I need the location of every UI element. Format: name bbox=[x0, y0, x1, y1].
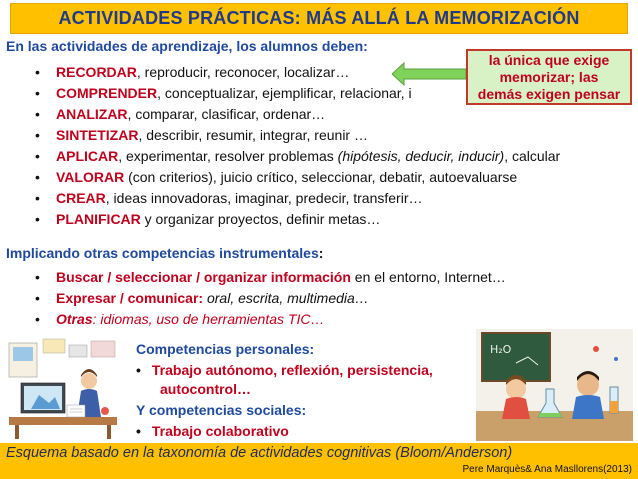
footer-credit: Pere Marquès& Ana Masllorens(2013) bbox=[462, 464, 632, 475]
personal-item-1-cont: autocontrol… bbox=[160, 381, 251, 397]
list-item: • SINTETIZAR, describir, resumir, integrar, reunir … bbox=[35, 127, 368, 143]
footer-bar bbox=[0, 443, 638, 479]
student-desk-illustration bbox=[3, 337, 123, 440]
list-item: • PLANIFICAR y organizar proyectos, definir metas… bbox=[35, 211, 381, 227]
list-item: • Buscar / seleccionar / organizar información en el entorno, Internet… bbox=[35, 269, 506, 285]
list-item: • VALORAR (con criterios), juicio crítico, seleccionar, debatir, autoevaluarse bbox=[35, 169, 518, 185]
list-item: • APLICAR, experimentar, resolver problemas (hipótesis, deducir, inducir), calcular bbox=[35, 148, 561, 164]
list-item: • Otras: idiomas, uso de herramientas TIC… bbox=[35, 311, 325, 327]
personal-item-1: • Trabajo autónomo, reflexión, persistencia, bbox=[136, 362, 433, 378]
green-arrow-icon bbox=[392, 62, 466, 86]
personal-heading: Competencias personales: bbox=[136, 341, 315, 357]
list-item: • ANALIZAR, comparar, clasificar, ordenar… bbox=[35, 106, 326, 122]
instrumental-list bbox=[35, 267, 506, 330]
callout-box: la única que exige memorizar; las demás exigen pensar bbox=[466, 49, 632, 105]
kids-science-lab-illustration bbox=[476, 329, 633, 441]
personal-competencies bbox=[124, 338, 480, 443]
title-bar bbox=[10, 3, 628, 34]
footer-caption: Esquema basado en la taxonomía de actividades cognitivas (Bloom/Anderson) bbox=[6, 445, 513, 461]
social-heading: Y competencias sociales: bbox=[136, 402, 307, 418]
slide-title: ACTIVIDADES PRÁCTICAS: MÁS ALLÁ LA MEMORIZACIÓN bbox=[58, 8, 580, 28]
instrumental-heading: Implicando otras competencias instrumentales: bbox=[6, 245, 324, 261]
list-item: • Expresar / comunicar: oral, escrita, multimedia… bbox=[35, 290, 369, 306]
social-item-1: • Trabajo colaborativo bbox=[136, 423, 289, 439]
list-item: • RECORDAR, reproducir, reconocer, localizar… bbox=[35, 64, 350, 80]
list-item: • COMPRENDER, conceptualizar, ejemplificar, relacionar, i bbox=[35, 85, 412, 101]
intro-line: En las actividades de aprendizaje, los alumnos deben: bbox=[6, 38, 368, 54]
svg-text:H₂O: H₂O bbox=[490, 343, 512, 356]
list-item: • CREAR, ideas innovadoras, imaginar, predecir, transferir… bbox=[35, 190, 423, 206]
